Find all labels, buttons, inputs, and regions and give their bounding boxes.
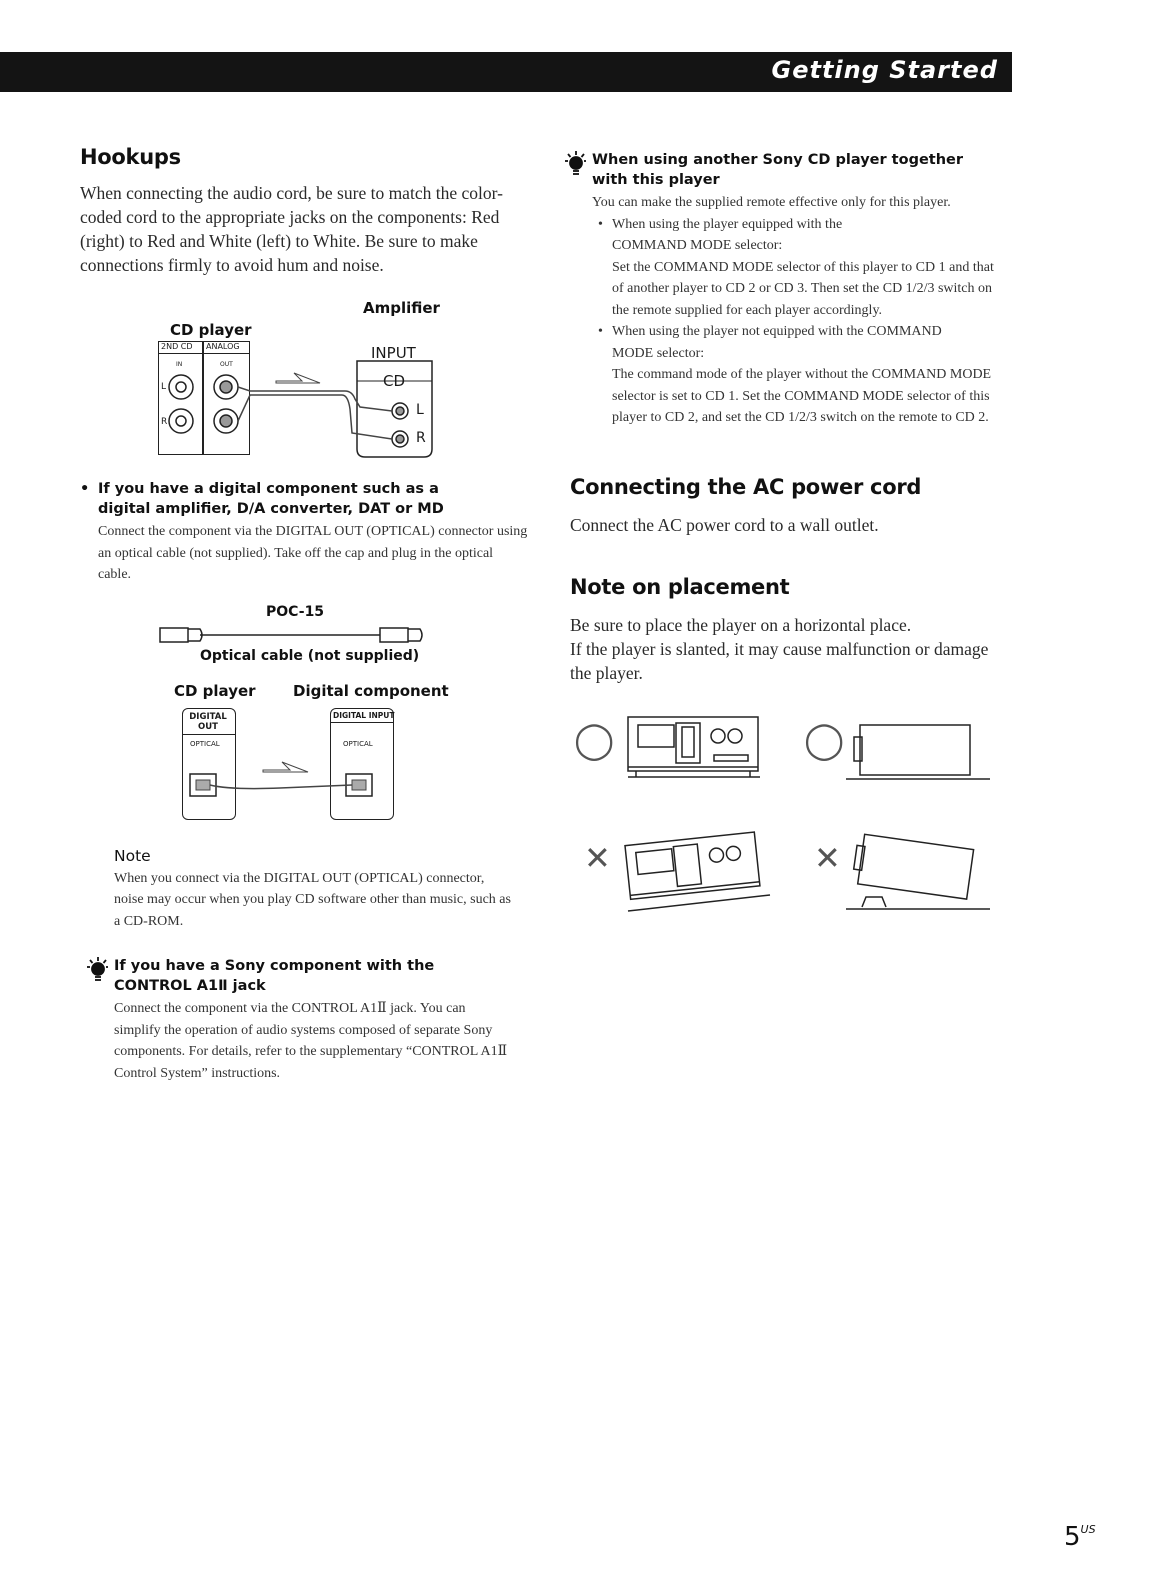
header-title: Getting Started xyxy=(771,56,998,84)
amp-cd-label: CD xyxy=(383,372,406,390)
note-text: When you connect via the DIGITAL OUT (OPTICAL) connector, noise may occur when you play CD software other than music, such as a CD-ROM. xyxy=(114,870,511,929)
amp-jacks xyxy=(392,403,408,447)
diagram1-amplifier-label: Amplifier xyxy=(363,299,440,317)
tag-2nd-cd: 2ND CD xyxy=(161,342,193,351)
note-title: Note xyxy=(114,846,151,865)
analog-connection-graphic xyxy=(80,299,530,459)
control-tip-text: Connect the component via the CONTROL A1Ⅱ jack. You can simplify the operation of audio systems composed of separate Sony components. For details, refer to the supplementary “CONTROL A1Ⅱ Control System” instructions. xyxy=(114,1001,508,1081)
ng-mark-front: ✕ xyxy=(584,839,611,876)
ng-mark-side: ✕ xyxy=(814,839,841,876)
cd-jacks xyxy=(169,375,238,433)
diagram1-cd-player-label: CD player xyxy=(170,321,252,339)
tag-analog: ANALOG xyxy=(206,342,240,351)
ok-mark-side: ◯ xyxy=(804,719,845,760)
digital-out-label: DIGITAL OUT xyxy=(189,711,227,732)
digital-input-label: DIGITAL INPUT xyxy=(333,710,395,720)
ok-mark-front: ◯ xyxy=(574,719,615,760)
page-number-value: 5 xyxy=(1064,1522,1081,1552)
sony-tip-heading: When using another Sony CD player together with this player xyxy=(592,152,964,188)
digital-connection-graphic xyxy=(80,682,530,832)
sony-tip-item1-lead: • When using the player equipped with the COMMAND MODE selector: xyxy=(612,216,843,253)
hookups-title: Hookups xyxy=(80,145,181,169)
optical-cable-line xyxy=(210,785,352,789)
control-tip xyxy=(80,956,530,1084)
cable-model: POC-15 xyxy=(266,603,325,620)
placement-figures xyxy=(570,711,1010,931)
control-tip-heading: If you have a Sony component with the CONTROL A1Ⅱ jack xyxy=(114,958,435,994)
jack-in-l xyxy=(169,375,193,399)
placement-text1: Be sure to place the player on a horizontal place. xyxy=(570,614,912,635)
sony-tip xyxy=(564,150,1020,429)
ac-power-text: Connect the AC power cord to a wall outlet. xyxy=(570,514,879,535)
digital-heading: If you have a digital component such as a digital amplifier, D/A converter, DAT or MD xyxy=(98,481,444,517)
digital-diagram xyxy=(80,682,530,832)
sony-tip-item2-text: The command mode of the player without the COMMAND MODE selector is set to CD 1. Set the COMMAND MODE selector of this player to CD 2, and set the CD 1/2/3 switch on the remote to CD 2. xyxy=(612,367,992,425)
player-side-tilted xyxy=(852,833,974,899)
diagram2-digital-component-label: Digital component xyxy=(293,681,449,700)
header-bar xyxy=(0,52,1012,92)
comp-optical-label: OPTICAL xyxy=(343,739,373,748)
right-column xyxy=(570,150,1020,931)
sony-tip-list xyxy=(592,214,1012,429)
tag-out: OUT xyxy=(220,361,233,368)
signal-arrow-2 xyxy=(263,762,308,772)
lightbulb-icon xyxy=(564,150,586,180)
ac-power-title: Connecting the AC power cord xyxy=(570,474,922,499)
placement-title: Note on placement xyxy=(570,574,790,599)
placement-text2: If the player is slanted, it may cause malfunction or damage the player. xyxy=(570,638,989,683)
sony-tip-item1-text: Set the COMMAND MODE selector of this player to CD 1 and that of another player to CD 2 or CD 3. Then set the CD 1/2/3 switch on the remote supplied for each player accordingly. xyxy=(612,259,994,318)
tag-in: IN xyxy=(176,361,183,368)
digital-text: Connect the component via the DIGITAL OUT (OPTICAL) connector using an optical cable (not supplied). Take off the cap and plug in the optical cable. xyxy=(98,524,528,582)
amp-l-label: L xyxy=(416,402,424,418)
placement-graphic xyxy=(570,711,1010,931)
cable-caption: Optical cable (not supplied) xyxy=(200,647,420,664)
list-item xyxy=(612,321,1012,429)
cable-plug-right xyxy=(380,628,408,642)
diagram2-cd-player-label: CD player xyxy=(174,681,256,700)
cable-plug-left xyxy=(160,628,188,642)
page-number-suffix: US xyxy=(1080,1523,1096,1536)
signal-arrow xyxy=(276,373,320,383)
player-side-level xyxy=(846,725,990,779)
player-front-level xyxy=(628,717,760,777)
optical-cable-figure xyxy=(80,604,530,668)
cable-r xyxy=(238,395,392,439)
page-number xyxy=(1064,1522,1096,1552)
player-front-tilted xyxy=(625,832,760,899)
analog-diagram xyxy=(80,299,530,459)
cable-l xyxy=(238,387,392,411)
lightbulb-icon xyxy=(86,956,108,986)
list-item xyxy=(612,214,1012,322)
hookups-intro: When connecting the audio cord, be sure to match the color-coded cord to the appropriate jacks on the components: Red (right) to Red and White (left) to White. Be sure to make connections firmly to avoid hum and noise. xyxy=(80,183,503,275)
amp-r-label: R xyxy=(416,430,426,446)
sony-tip-intro: You can make the supplied remote effective only for this player. xyxy=(592,195,951,210)
left-column xyxy=(80,145,530,1084)
digital-bullet: • If you have a digital component such as a digital amplifier, D/A converter, DAT or MD Connect the component via the DIGITAL OUT (OPTICAL) connector using an optical cable (not supplied). Take off the cap and plug in the optical cable. xyxy=(80,479,530,586)
sony-tip-item2-lead: • When using the player not equipped with the COMMAND MODE selector: xyxy=(612,324,942,361)
jack-in-r xyxy=(169,409,193,433)
cd-l-label: L xyxy=(161,382,167,392)
cd-optical-label: OPTICAL xyxy=(190,739,220,748)
note-block xyxy=(80,846,530,933)
input-label: INPUT xyxy=(371,344,416,362)
cd-r-label: R xyxy=(161,417,168,427)
